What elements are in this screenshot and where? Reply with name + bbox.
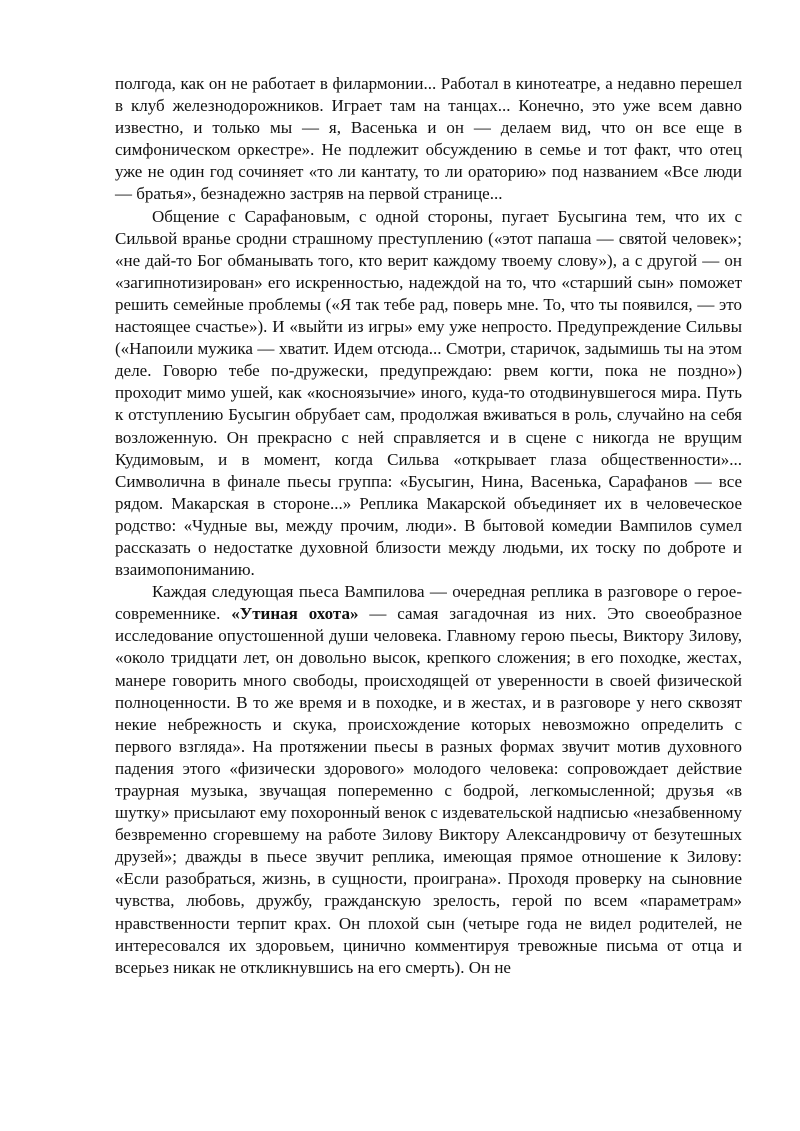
- paragraph-2: [115, 206, 742, 582]
- paragraph-text: Общение с Сарафановым, с одной стороны, пугает Бусыгина тем, что их с Сильвой вранье сродни страшному преступлению («этот папаша — святой человек»; «не дай-то Бог обманывать того, кто верит каждому твоему слову»), а с другой — он «загипнотизирован» его искренностью, надеждой на то, что «старший сын» поможет решить семейные проблемы («Я так тебе рад, поверь мне. То, что ты появился, — это настоящее счастье»). И «выйти из игры» ему уже непросто. Предупреждение Сильвы («Напоили мужика — хватит. Идем отсюда... Смотри, старичок, задымишь ты на этом деле. Говорю тебе по-дружески, предупреждаю: рвем когти, пока не поздно») проходит мимо ушей, как «косноязычие» иного, куда-то отодвинувшегося мира. Путь к отступлению Бусыгин обрубает сам, продолжая вживаться в роль, случайно на себя возложенную. Он прекрасно с ней справляется и в сцене с никогда не врущим Кудимовым, и в момент, когда Сильва «открывает глаза общественности»... Символична в финале пьесы группа: «Бусыгин, Нина, Васенька, Сарафанов — все рядом. Макарская в стороне...» Реплика Макарской объединяет их в человеческое родство: «Чудные вы, между прочим, люди». В бытовой комедии Вампилов сумел рассказать о недостатке духовной близости между людьми, их тоску по доброте и взаимопониманию.: [115, 206, 742, 580]
- paragraph-3: [115, 581, 742, 979]
- paragraph-text: полгода, как он не работает в филармонии... Работал в кинотеатре, а недавно перешел в клуб железнодорожников. Играет там на танцах... Конечно, это уже всем давно известно, и только мы — я, Васенька и он — делаем вид, что он все еще в симфоническом оркестре». Не подлежит обсуждению в семье и тот факт, что отец уже не один год сочиняет «то ли кантату, то ли ораторию» под названием «Все люди — братья», безнадежно застряв на первой странице...: [115, 74, 742, 204]
- paragraph-text: — самая загадочная из них. Это своеобразное исследование опустошенной души человека. Главному герою пьесы, Виктору Зилову, «около тридцати лет, он довольно высок, крепкого сложения; в его походке, жестах, манере говорить много свободы, происходящей от уверенности в своей физической полноценности. В то же время и в походке, и в жестах, и в разговоре у него сквозят некие небрежность и скука, происхождение которых невозможно определить с первого взгляда». На протяжении пьесы в разных формах звучит мотив духовного падения этого «физически здорового» молодого человека: сопровождает действие траурная музыка, звучащая попеременно с бодрой, легкомысленной; друзья «в шутку» присылают ему похоронный венок с издевательской надписью «незабвенному безвременно сгоревшему на работе Зилову Виктору Александровичу от безутешных друзей»; дважды в пьесе звучит реплика, имеющая прямое отношение к Зилову: «Если разобраться, жизнь, в сущности, проиграна». Проходя проверку на сыновние чувства, любовь, дружбу, гражданскую зрелость, герой по всем «параметрам» нравственности терпит крах. Он плохой сын (четыре года не видел родителей, не интересовался их здоровьем, цинично комментируя тревожные письма от отца и всерьез никак не откликнувшись на его смерть). Он не: [115, 604, 742, 977]
- paragraph-text: Каждая следующая пьеса Вампилова — очередная реплика в разговоре о герое-современнике.: [115, 582, 742, 624]
- paragraph-1: [115, 73, 742, 206]
- body-text: [115, 73, 742, 979]
- play-title: «Утиная охота»: [231, 604, 359, 624]
